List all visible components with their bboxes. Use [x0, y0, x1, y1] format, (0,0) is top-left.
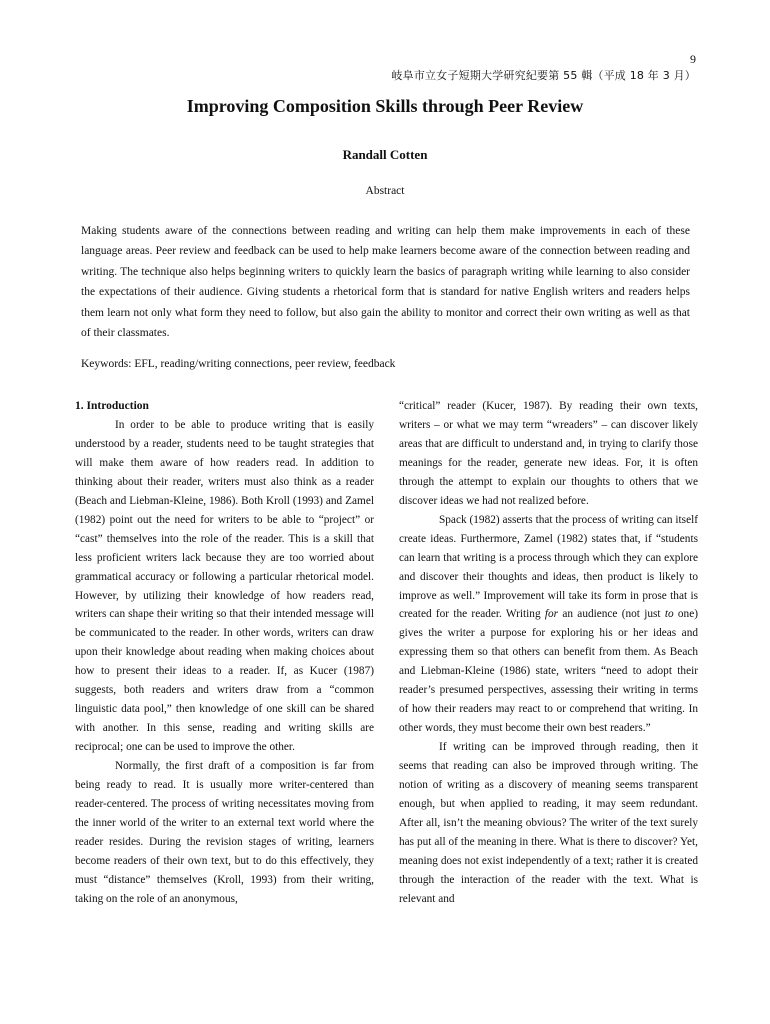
- section-heading: 1. Introduction: [75, 400, 149, 412]
- paragraph-text: an audience (not just: [558, 608, 665, 621]
- paragraph-text: Spack (1982) asserts that the process of writing can itself create ideas. Furthermore, Zamel (1982) states that, if “students can learn that writing is a process through which they can explore and discover their thoughts and ideas, then product is likely to improve as well.” Improvement will take its form in prose that is created for the reader. Writing: [399, 513, 698, 621]
- page-number: 9: [690, 52, 696, 66]
- abstract-heading: Abstract: [365, 185, 405, 197]
- journal-citation: 岐阜市立女子短期大学研究紀要第 55 輯（平成 18 年 3 月）: [391, 69, 696, 82]
- paragraph: Normally, the first draft of a composition is far from being ready to read. It is usually more writer-centered than reader-centered. The process of writing necessitates moving from the inner world of the writer to an external text world where the reader resides. During the revision stages of writing, learners become readers of their own text, but to do this effectively, they must “distance” themselves (Kroll, 1993) from their writing, taking on the role of an anonymous,: [75, 760, 374, 905]
- paragraph-text: one) gives the writer a purpose for exploring his or her ideas and expressing them so that others can benefit from them. As Beach and Liebman-Kleine (1986) state, writers “need to adopt their reader’s presumed perspectives, assessing their writing in terms of how their readers may react to or comprehend that writing. In other words, they must become their own best readers.”: [399, 608, 698, 735]
- paragraph: “critical” reader (Kucer, 1987). By reading their own texts, writers – or what we may term “wreaders” – can discover likely areas that are difficult to understand and, in trying to clarify those meanings for the reader, generate new ideas. For, it is often through the attempt to explain our thoughts to others that we discover ideas we had not realized before.: [399, 400, 698, 507]
- paragraph: In order to be able to produce writing that is easily understood by a reader, students need to be taught strategies that will make them aware of how readers read. In addition to thinking about their reader, writers must also think as a reader (Beach and Liebman-Kleine, 1986). Both Kroll (1993) and Zamel (1982) point out the need for writers to be able to “project” or “cast” themselves into the role of the reader. This is a skill that less proficient writers lack because they are too worried about grammatical accuracy or following a particular rhetorical model. However, by utilizing their knowledge of how readers read, writers can shape their writing so that their intended message will be communicated to the reader. In other words, writers can draw upon their knowledge about reading when making choices about how to present their ideas to a reader. If, as Kucer (1987) suggests, both readers and writers draw from a “common linguistic data pool,” then knowledge of one skill can be shared with another. In this sense, reading and writing skills are reciprocal; one can be used to improve the other.: [75, 418, 374, 754]
- paragraph: [399, 511, 698, 738]
- paper-title: Improving Composition Skills through Peer Review: [186, 96, 584, 116]
- author-name: Randall Cotten: [342, 147, 428, 162]
- right-column: [399, 397, 698, 909]
- abstract-text: Making students aware of the connections between reading and writing can help them make improvements in each of these language areas. Peer review and feedback can be used to help make learners become aware of the connection between reading and writing. The technique also helps beginning writers to quickly learn the basics of paragraph writing while learning to also consider the expectations of their audience. Giving students a rhetorical form that is standard for native English writers and readers helps them learn not only what form they need to follow, but also gain the ability to monitor and correct their own writing as well as that of their classmates.: [81, 225, 690, 340]
- emphasis-text: for: [544, 608, 559, 621]
- emphasis-text: to: [664, 608, 674, 621]
- paragraph: If writing can be improved through reading, then it seems that reading can also be improved through writing. The notion of writing as a discovery of meaning seems transparent enough, but when applied to reading, it may seem redundant. After all, isn’t the meaning obvious? The writer of the text surely has put all of the meaning in there. What is there to discover? Yet, meaning does not exist independently of a text; rather it is created through the interaction of the reader with the text. What is relevant and: [399, 741, 698, 905]
- left-column: [75, 397, 374, 909]
- keywords: Keywords: EFL, reading/writing connections, peer review, feedback: [81, 358, 396, 370]
